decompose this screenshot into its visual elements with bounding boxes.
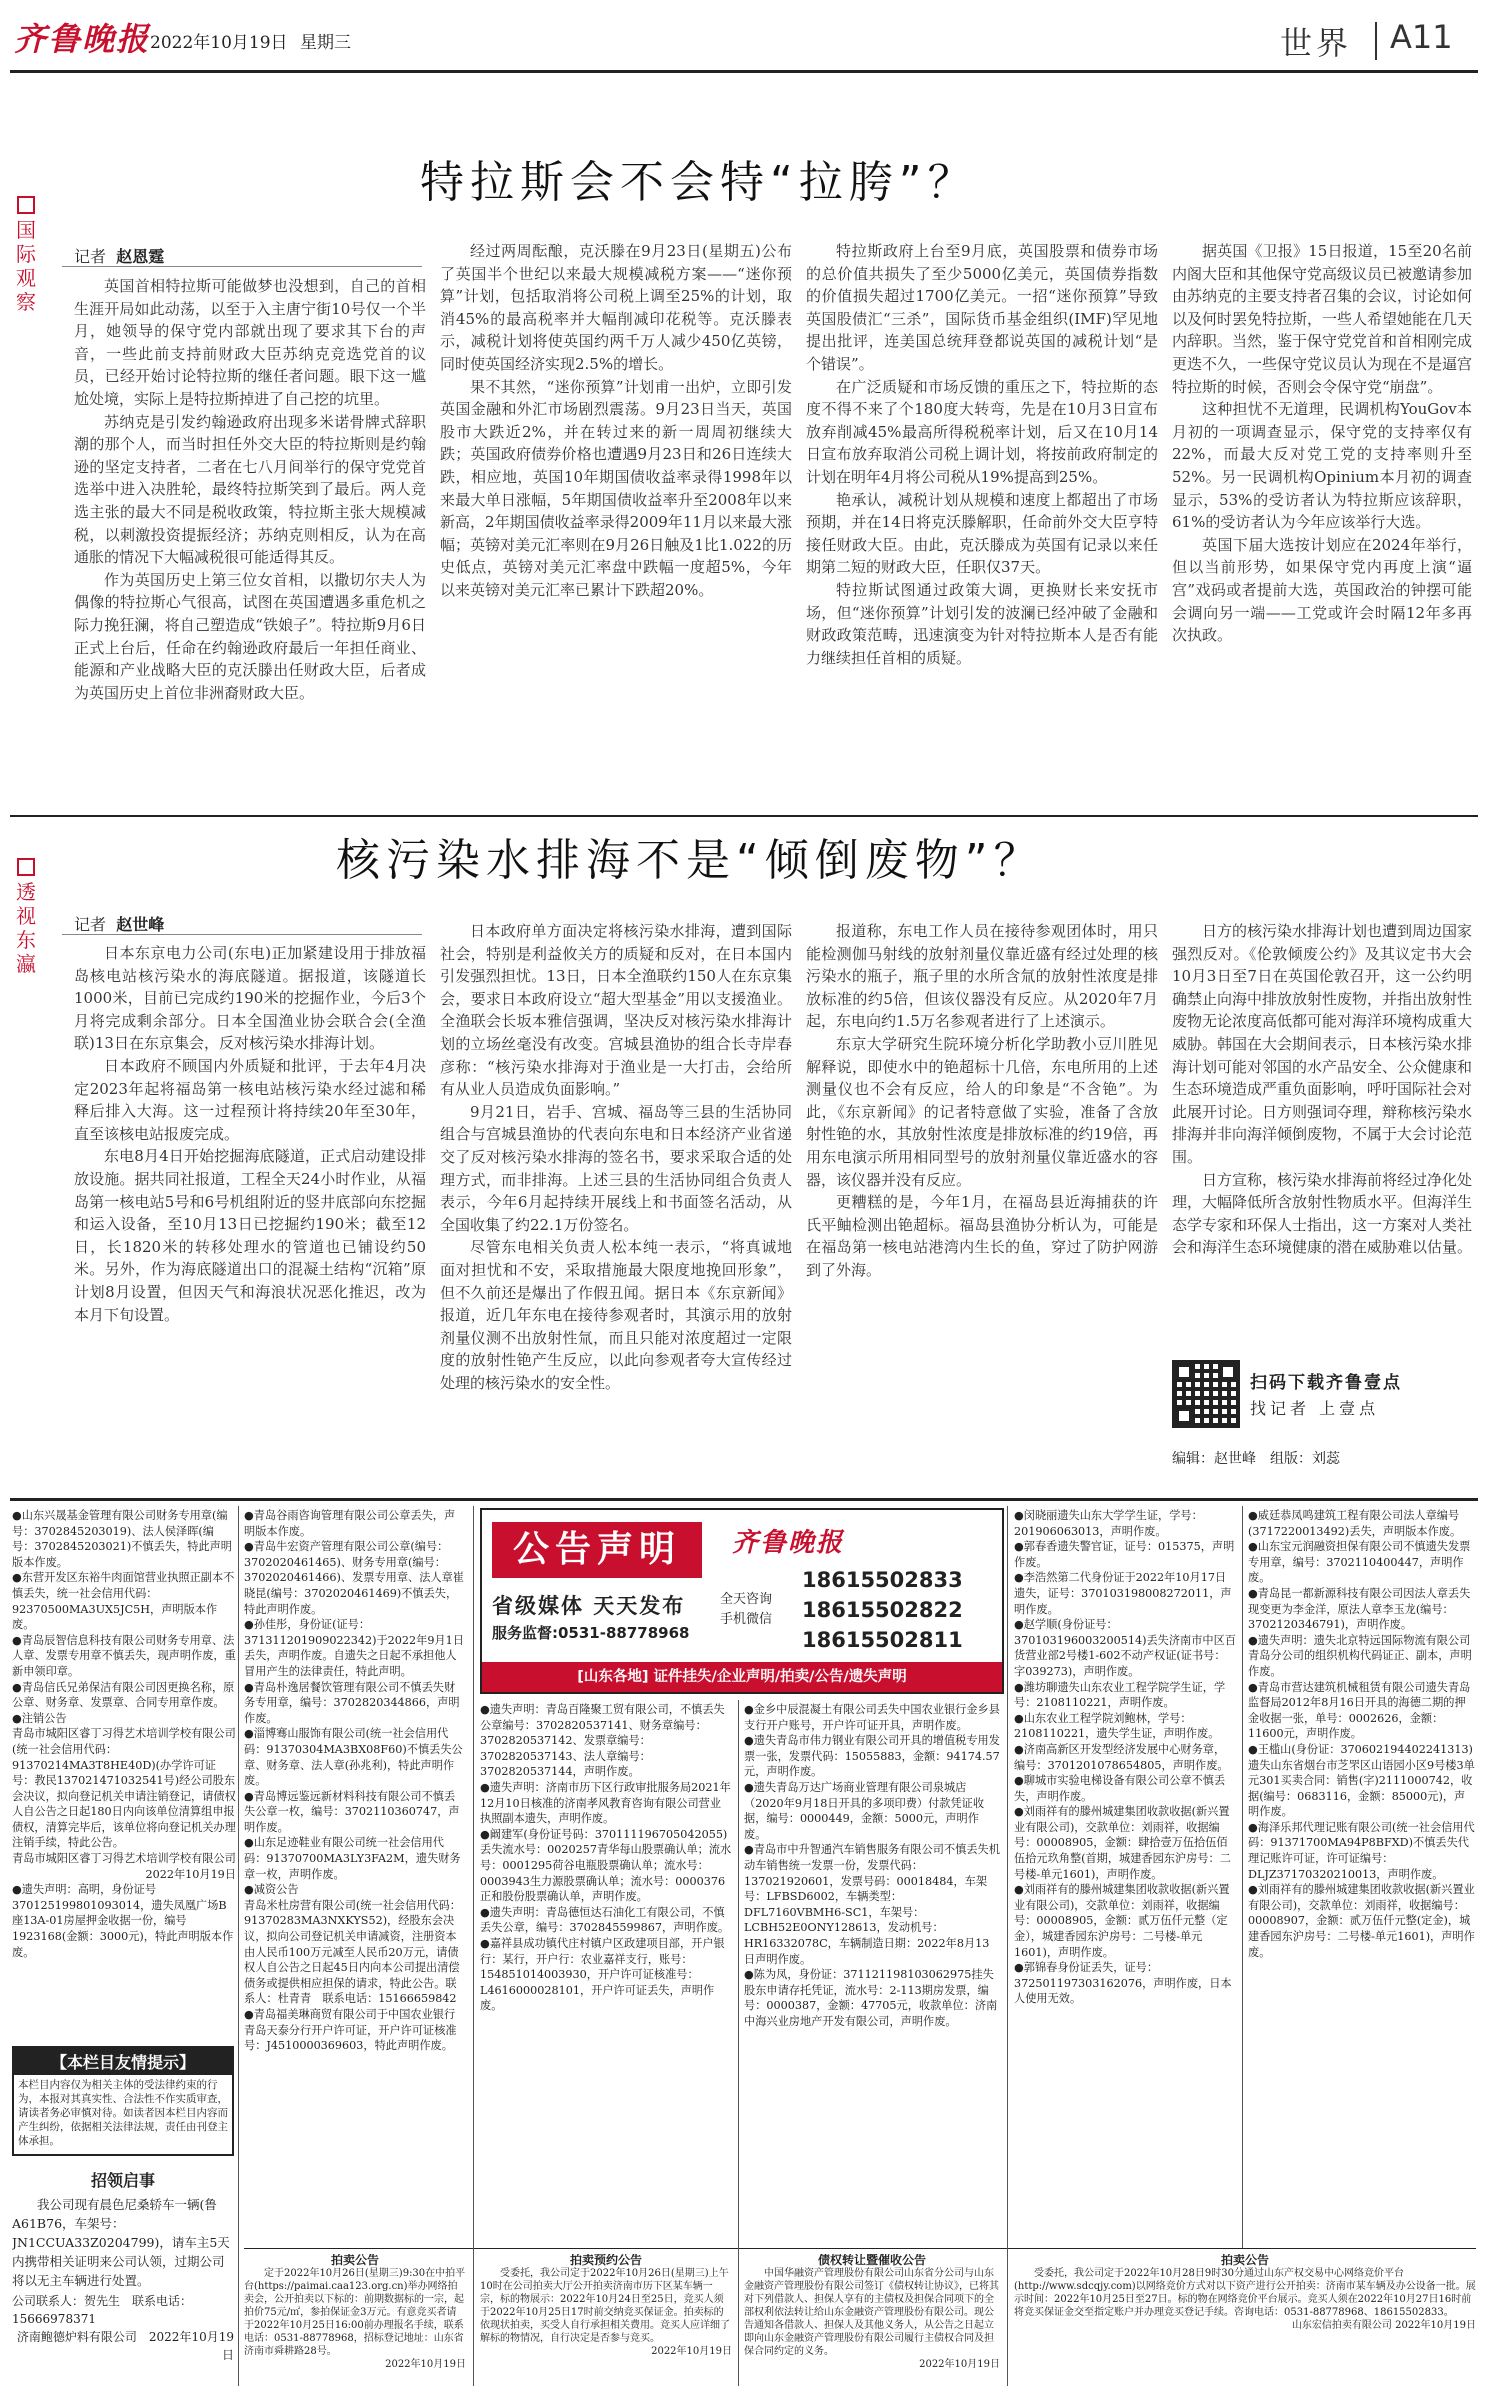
paragraph: 艳承认，减税计划从规模和速度上都超出了市场预期，并在14日将克沃滕解职，任命前外交大臣亨特接任财政大臣。由此，克沃滕成为英国有记录以来任期第二短的财政大臣，任职仅37天。 — [806, 490, 1158, 577]
ad-item: ●济南高新区开发型经济发展中心财务章，编号：3701201078654805，声明作废。 — [1014, 1742, 1229, 1772]
page-number: A11 — [1390, 18, 1453, 56]
bottom-notice — [1014, 2254, 1476, 2386]
article-column — [1172, 920, 1472, 1340]
ad-item: ●陈为凤，身份证：371121198103062975挂失股东申请存托凭证，流水号：2-113期房发票，编号：0000387，金额：47705元，收款单位：济南中海兴业房地产开发有限公司，声明作废。 — [744, 1968, 998, 2028]
byline-prefix: 记者 — [74, 915, 107, 934]
paragraph: 在广泛质疑和市场反馈的重压之下，特拉斯的态度不得不来了个180度大转弯，先是在10月3日宣布放弃削减45%最高所得税税率计划，后又在10月14日宣布放弃取消公司税上调计划，将按前政府制定的计划在明年4月将公司税从19%提高到25%。 — [806, 377, 1158, 486]
paragraph: 据英国《卫报》15日报道，15至20名前内阁大臣和其他保守党高级议员已被邀请参加由苏纳克的主要支持者召集的会议，讨论如何以及何时罢免特拉斯，一些人希望她能在几天内辞职。当然，鉴于保守党党首和首相刚完成更迭不久，一些保守党议员认为现在不是逼宫特拉斯的时候，否则会令保守党“崩盘”。 — [1172, 242, 1472, 396]
paragraph: 特拉斯政府上台至9月底，英国股票和债券市场的总价值共损失了至少5000亿美元，英国债券指数的价值损失超过1700亿美元。一招“迷你预算”导致英国股债汇“三杀”，国际货币基金组织(IMF)罕见地提出批评，连美国总统拜登都说英国的减税计划“是个错误”。 — [806, 242, 1158, 373]
paragraph: 东电8月4日开始挖掘海底隧道，正式启动建设排放设施。据共同社报道，工程全天24小时作业，从福岛第一核电站5号和6号机组附近的竖井底部向东挖掘和运入设备，至10月13日已挖掘约190米；截至12日，长1820米的转移处理水的管道也已铺设约50米。另外，作为海底隧道出口的混凝土结构“沉箱”原计划8月设置，但因天气和海浪状况恶化推迟，改为本月下旬设置。 — [74, 1147, 426, 1324]
ad-item: ●山东宝元润融资担保有限公司不慎遗失发票专用章，编号：3702110400447，声明作废。 — [1248, 1540, 1471, 1585]
column-rule — [1007, 1506, 1008, 2386]
qr-finder — [1175, 1407, 1193, 1425]
ad-item: 青岛米杜房营有限公司(统一社会信用代码：91370283MA3NXKYS52)，经股东会决议，拟向公司登记机关申请减资，注册资本由人民币100万元减至人民币20万元，请债权人自公告之日起45日内向本公司提出清偿债务或提供相应担保的请求，特此公告。联系人：杜青青 联系电话：15166659842 — [244, 1898, 461, 2006]
paragraph: 更糟糕的是，今年1月，在福岛县近海捕获的许氏平鲉检测出铯超标。福岛县渔协分析认为，可能是在福岛第一核电站港湾内生长的鱼，穿过了防护网游到了外海。 — [806, 1193, 1158, 1279]
article-column — [74, 275, 426, 795]
bottom-notice-footer: 山东宏信拍卖有限公司 2022年10月19日 — [1291, 2320, 1476, 2331]
ad-item: ●李浩然第二代身份证于2022年10月17日遗失，证号：370103198008272011，声明作废。 — [1014, 1571, 1232, 1616]
ad-item: ●遗失声明：遗失北京特远国际物流有限公司青岛分公司的组织机构代码证正、副本，声明作废。 — [1248, 1633, 1472, 1678]
ad-item: ●青岛昆一都新源科技有限公司因法人章丢失现变更为李金洋，原法人章李玉龙(编号：3702120346791)，声明作废。 — [1248, 1586, 1471, 1632]
section-divider — [1375, 22, 1377, 60]
paragraph: 东京大学研究生院环境分析化学助教小豆川胜见解释说，即使水中的铯超标十几倍，东电所用的上述测量仪也不会有反应，给人的印象是“不含铯”。为此，《东京新闻》的记者特意做了实验，准备了含放射性铯的水，其放射性浓度是排放标准的约19倍，再用东电演示所用相同型号的放射剂量仪靠近盛水的容器，该仪器并没有反应。 — [806, 1034, 1158, 1189]
ad-item: 2022年10月19日 — [145, 1867, 236, 1881]
ad-item: ●遗失声明：高明，身份证号370125199801093014，遗失凤凰广场B座13A-01房屋押金收据一份，编号1923168(金额：3000元)，特此声明版本作废。 — [12, 1883, 234, 1959]
paragraph: 日本东京电力公司(东电)正加紧建设用于排放福岛核电站核污染水的海底隧道。据报道，该隧道长1000米，目前已完成约190米的挖掘作业，今后3个月将完成剩余部分。日本全国渔业协会联合会(全渔联)13日在东京集会，反对核污染水排海计划。 — [74, 944, 426, 1053]
ad-item: ●金乡中辰混凝土有限公司丢失中国农业银行金乡县支行开户账号，开户许可证开具，声明作废。 — [744, 1703, 1000, 1732]
column-rule — [238, 1506, 239, 2386]
section-name: 世界 — [1280, 24, 1353, 62]
ad-item: ●孙佳彤，身份证(证号：371311201909022342)于2022年9月1日丢失，声明作废。自遗失之日起不承担他人冒用产生的法律责任，特此声明。 — [244, 1618, 464, 1678]
article-column — [74, 942, 426, 1487]
ad-item: ●刘雨祥有的滕州城建集团收款收据(新兴置业有限公司)，交款单位：刘雨祥，收据编号：00008907，金额：贰万伍仟元整(定金)，城建香园东沪房号：二号楼-单元1601)，声明作废。 — [1248, 1883, 1475, 1959]
ad-item: ●王槛山(身份证：370602194402241313)遗失山东省烟台市芝罘区山语园小区9号楼3单元301买卖合同：销售(字)2111000742，收据(编号：0683116，金额：85000元)，声明作废。 — [1248, 1742, 1475, 1819]
column-rule — [738, 1700, 739, 2386]
notice-phone[interactable]: 18615502811 — [802, 1628, 963, 1652]
ad-item: ●遗失青岛市伟力钢业有限公司开具的增值税专用发票一张，发票代码：15055883，金额：94174.57元，声明作废。 — [744, 1734, 1000, 1779]
bottom-notice-text: 定于2022年10月26日(星期三)9:30在中拍平台(https://paimai.caa123.org.cn)举办网络拍卖会，公开拍卖以下标的：前期数据标的一宗，起拍价75元/㎡，参拍保证金3万元。有意竞买者请于2022年10月25日16:00前办理报名手续，联系电话：0531-88778968，招标登记地址：山东省济南市舜耕路28号。 — [244, 2268, 466, 2357]
ad-column — [480, 1702, 732, 2242]
qr-code[interactable] — [1172, 1360, 1240, 1428]
recruit-notice — [12, 2168, 234, 2388]
notice-scope: [山东各地] 证件挂失/企业声明/拍卖/公告/遗失声明 — [482, 1662, 1002, 1692]
paragraph: 经过两周酝酿，克沃滕在9月23日(星期五)公布了英国半个世纪以来最大规模减税方案——“迷你预算”计划，包括取消将公司税上调至25%的计划，取消45%的最高税率并大幅削减印花税等。克沃滕表示，减税计划将使英国约两千万人减少450亿英镑，同时使英国经济实现2.5%的增长。 — [440, 242, 792, 373]
paragraph: 日方的核污染水排海计划也遭到周边国家强烈反对。《伦敦倾废公约》及其议定书大会10月3日至7日在英国伦敦召开，这一公约明确禁止向海中排放放射性废物，并指出放射性废物无论浓度高低都可能对海洋环境构成重大威胁。韩国在大会期间表示，日本核污染水排海计划可能对邻国的水产品安全、公众健康和生态环境造成严重负面影响，呼吁国际社会对此展开讨论。日方则强词夺理，辩称核污染水排海并非向海洋倾倒废物，不属于大会讨论范围。 — [1172, 922, 1472, 1166]
bottom-notice-title: 拍卖公告 — [1220, 2254, 1269, 2267]
notice-tagline: 省级媒体 天天发布 — [492, 1594, 686, 1618]
issue-date: 2022年10月19日 — [150, 33, 288, 53]
article-headline: 核污染水排海不是“倾倒废物”？ — [336, 835, 1044, 886]
friendly-notice-title: 【本栏目友情提示】 — [14, 2048, 232, 2075]
paragraph: 尽管东电相关负责人松本纯一表示，“将真诚地面对担忧和不安，采取措施最大限度地挽回形象”，但不久前还是爆出了作假丑闻。据日本《东京新闻》报道，近几年东电在接待参观者时，其演示用的放射剂量仪测不出放射性氚，而且只能对浓度超过一定限度的放射性铯产生反应，以此向参观者夸大宣传经过处理的核污染水的安全性。 — [440, 1238, 792, 1392]
masthead-rule — [10, 70, 1478, 73]
ad-item: ●遗失声明：济南市历下区行政审批服务局2021年12月10日核准的济南孝风教育咨询有限公司营业执照副本遗失，声明作废。 — [480, 1780, 731, 1826]
friendly-notice-box — [12, 2046, 234, 2156]
ad-column — [1014, 1508, 1236, 2242]
paragraph: 果不其然，“迷你预算”计划甫一出炉，立即引发英国金融和外汇市场剧烈震荡。9月23日当天，英国股市大跌近2%，并在转过来的新一周周初继续大跌；英国政府债券价格也遭遇9月23日和26日连续大跌，相应地，英国10年期国债收益率录得1998年以来最大单日涨幅，5年期国债收益率升至2008年以来新高，2年期国债收益率录得2009年11月以来最大涨幅；英镑对美元汇率则在9月26日触及1比1.022的历史低点，英镑对美元汇率盘中跌幅一度超5%，今年以来英镑对美元汇率已累计下跌超20%。 — [440, 377, 792, 599]
qr-finder — [1175, 1363, 1193, 1381]
article-column — [440, 240, 792, 795]
friendly-notice-text: 本栏目内容仅为相关主体的受法律约束的行为，本报对其真实性、合法性不作实质审查，请读者务必审慎对待。如读者因本栏目内容而产生纠纷，依据相关法律法规，责任由刊登主体承担。 — [18, 2079, 228, 2147]
ad-item: ●青岛辰智信息科技有限公司财务专用章、法人章、发票专用章不慎丢失，现声明作废，重新申领印章。 — [12, 1633, 236, 1678]
ad-item: ●青岛牛宏资产管理有限公司公章(编号：3702020461465)、财务专用章(编号：3702020461466)、发票专用章、法人章崔晓昆(编号：3702020461469)不慎丢失，特此声明作废。 — [244, 1540, 464, 1616]
recruit-title: 招领启事 — [90, 2171, 155, 2190]
byline-rule — [62, 266, 422, 267]
notice-phone[interactable]: 18615502822 — [802, 1598, 963, 1622]
paragraph: 苏纳克是引发约翰逊政府出现多米诺骨牌式辞职潮的那个人，而当时担任外交大臣的特拉斯则是约翰逊的坚定支持者，二者在七八月间举行的保守党党首选举中进入决胜轮，最终特拉斯笑到了最后。两人竞选主张的最大不同是税收政策，特拉斯主张大规模减税，以刺激投资提振经济；苏纳克则相反，认为在高通胀的情况下大幅减税很可能适得其反。 — [74, 412, 426, 567]
ad-item: ●聊城市实验电梯设备有限公司公章不慎丢失，声明作废。 — [1014, 1774, 1226, 1803]
column-rule — [473, 1506, 474, 2386]
section-label-box — [17, 196, 35, 214]
bottom-notice-footer: 2022年10月19日 — [385, 2359, 466, 2370]
ad-item: ●遗失声明：青岛德恒达石油化工有限公司，不慎丢失公章，编号：3702845599867，声明作废。 — [480, 1905, 730, 1935]
ad-item: ●潍坊聊遗失山东农业工程学院学生证，学号：2108110221，声明作废。 — [1014, 1680, 1226, 1710]
ad-item: ●赵学顺(身份证号：370103196003200514)丢失济南市中区百货营业部2号楼1-602不动产权证(证书号：字039273)，声明作废。 — [1014, 1618, 1236, 1678]
paper-logo: 齐鲁晚报 — [14, 20, 151, 58]
ad-item: ●刘雨祥有的滕州城建集团收款收据(新兴置业有限公司)，交款单位：刘雨祥，收据编号：00008905，金额：贰万伍仟元整（定金），城建香园东沪房号：二号楼-单元1601)，声明作废。 — [1014, 1883, 1230, 1959]
paragraph: 这种担忧不无道理，民调机构YouGov本月初的一项调查显示，保守党的支持率仅有22%，而最大反对党工党的支持率则升至52%。另一民调机构Opinium本月初的调查显示，53%的受访者认为特拉斯应该辞职，61%的受访者认为今年应该举行大选。 — [1172, 400, 1472, 532]
bottom-notice — [244, 2254, 466, 2386]
ad-item: ●东营开发区东裕牛肉面馆营业执照正副本不慎丢失，统一社会信用代码：92370500MA3UX5JC5H，声明版本作废。 — [12, 1571, 235, 1632]
bottom-notice — [480, 2254, 732, 2386]
notice-hotline: 服务监督:0531-88778968 — [492, 1624, 690, 1642]
ad-item: ●山东兴晟基金管理有限公司财务专用章(编号：3702845203019)、法人侯泽晖(编号：3702845203021)不慎丢失，特此声明版本作废。 — [12, 1509, 232, 1569]
bottom-notices-rule — [244, 2248, 1476, 2249]
ad-item: ●青岛朴逸居餐饮管理有限公司不慎丢失财务专用章，编号：3702820344866，声明作废。 — [244, 1680, 460, 1725]
ad-item: ●青岛福美琳商贸有限公司于中国农业银行青岛天泰分行开户许可证，开户许可证核准号：J4510000369603，特此声明作废。 — [244, 2008, 457, 2053]
bottom-notice-title: 拍卖预约公告 — [569, 2254, 642, 2267]
article-column — [440, 920, 792, 1487]
section-label-box — [17, 858, 35, 876]
ad-column — [12, 1508, 236, 2038]
article-column — [806, 920, 1158, 1487]
notice-phone-label: 全天咨询 手机微信 — [719, 1592, 772, 1627]
ad-item: ●减资公告 — [244, 1883, 299, 1897]
bottom-notice-text: 受委托，我公司定于2022年10月28日9时30分通过山东产权交易中心网络竞价平台(http://www.sdcqjy.com)以网络竞价方式对以下资产进行公开拍卖：济南市某车辆及办公设备一批。展示时间：2022年10月25日至27日。标的物在网络竞价平台展示。竞买人须在2022年10月27日16时前将竞买保证金交至指定账户并办理竞买登记手续。咨询电话：0531-88778968、18615502833。 — [1014, 2268, 1476, 2318]
paragraph: 9月21日，岩手、宫城、福岛等三县的生活协同组合与宫城县渔协的代表向东电和日本经济产业省递交了反对核污染水排海的签名书，要求采取合适的处理方式，而非排海。上述三县的生活协同组合负责人表示，今年6月起持续开展线上和书面签名活动，从全国收集了约22.1万份签名。 — [440, 1102, 792, 1234]
paragraph: 英国首相特拉斯可能做梦也没想到，自己的首相生涯开局如此动荡，以至于入主唐宁街10号仅一个半月，她领导的保守党内部就出现了要求其下台的声音，一些此前支持前财政大臣苏纳克竞选党首的议员，已经开始讨论特拉斯的继任者问题。眼下这一尴尬处境，实际上是特拉斯掉进了自己挖的坑里。 — [74, 277, 426, 408]
ad-item: ●海泽乐邦代理记账有限公司(统一社会信用代码：91371700MA94P8BFXD)不慎丢失代理记账许可证，许可证编号：DLJZ37170320210013，声明作废。 — [1248, 1820, 1475, 1881]
paragraph: 报道称，东电工作人员在接待参观团体时，用只能检测伽马射线的放射剂量仪靠近盛有经过处理的核污染水的瓶子，瓶子里的水所含氚的放射性浓度是排放标准的约5倍，但该仪器没有反应。从2020年7月起，东电向约1.5万名参观者进行了上述演示。 — [806, 922, 1158, 1031]
article-byline — [74, 912, 164, 935]
article-column — [1172, 240, 1472, 795]
ads-separator — [10, 1498, 1478, 1501]
ad-item: ●嘉祥县成功镇代庄村镇户区政建项目部，开户银行：某行，开户行：农业嘉祥支行，账号：154851014003930，开户许可证核准号：L4616000028101，开户许可证丢失，声明作废。 — [480, 1936, 725, 2013]
notice-brand: 齐鲁晚报 — [732, 1528, 845, 1558]
ad-item: ●淄博骞山服饰有限公司(统一社会信用代码：91370304MA3BX08F60)不慎丢失公章、财务章、法人章(孙兆利)，特此声明作废。 — [244, 1727, 463, 1788]
section-label-japan — [16, 858, 36, 976]
ad-item: ●遗失青岛万达广场商业管理有限公司泉城店（2020年9月18日开具的多项印费）付款凭证收据，编号：0000449，金额：5000元，声明作废。 — [744, 1780, 985, 1841]
qr-caption: 扫码下载齐鲁壹点 — [1250, 1373, 1402, 1393]
ad-item: ●山东农业工程学院刘鲍林，学号：2108110221，遗失学生证，声明作废。 — [1014, 1711, 1220, 1741]
editor-line: 编辑：赵世峰 组版：刘蕊 — [1172, 1451, 1340, 1467]
ad-item: ●青岛市营达建筑机械租赁有限公司遗失青岛监督局2012年8月16日开具的海德二期的押金收据一张，单号：0002626，金额：11600元，声明作废。 — [1248, 1680, 1471, 1741]
ad-item: 青岛市城阳区睿丁习得艺术培训学校有限公司 — [12, 1852, 236, 1866]
bottom-notice-text: 中国华融资产管理股份有限公司山东省分公司与山东金融资产管理股份有限公司签订《债权转让协议》，已将其对下列借款人、担保人享有的主债权及担保合同项下的全部权利依法转让给山东金融资产管理股份有限公司。现公告通知各借款人、担保人及其他义务人，从公告之日起立即向山东金融资产管理股份有限公司履行主债权合同及担保合同约定的义务。 — [744, 2268, 999, 2357]
recruit-company: 济南鲍德炉料有限公司 2022年10月19日 — [16, 2330, 234, 2362]
ad-item: ●青岛市中升智通汽车销售服务有限公司不慎丢失机动车销售统一发票一份，发票代码：137021920601，发票号码：00018484，车架号：LFBSD6002，车辆类型：DFL7160VBMH6-SC1，车架号：LCBH52E0ONY128613，发动机号：HR16332078C，车辆制造日期：2022年8月13日声明作废。 — [744, 1843, 1000, 1966]
paragraph: 英国下届大选按计划应在2024年举行，但以当前形势，如果保守党内再度上演“逼宫”戏码或者提前大选，英国政治的钟摆可能会调向另一端——工党或许会时隔12年多再次执政。 — [1172, 535, 1472, 645]
bottom-notice-title: 拍卖公告 — [330, 2254, 379, 2267]
article-headline: 特拉斯会不会特“拉胯”？ — [420, 157, 978, 208]
byline-rule — [62, 934, 422, 935]
paragraph: 日本政府不顾国内外质疑和批评，于去年4月决定2023年起将福岛第一核电站核污染水经过滤和稀释后排入大海。这一过程预计将持续20年至30年，直至该核电站报废完成。 — [74, 1056, 426, 1143]
issue-weekday: 星期三 — [300, 33, 351, 53]
ad-item: ●威廷恭凤鸣建筑工程有限公司法人章编号(3717220013492)丢失，声明版本作废。 — [1248, 1509, 1462, 1538]
bottom-notice-title: 债权转让暨催收公告 — [817, 2254, 926, 2267]
ad-column — [244, 1508, 466, 2238]
ad-item: 青岛市城阳区睿丁习得艺术培训学校有限公司(统一社会信用代码：91370214MA3T8HE40D)(办学许可证号：教民137021471032541号)经公司股东会决议，拟向登记机关申请注销登记，请债权人自公告之日起180日内向该单位清算组申报债权，清算完毕后，该单位将向登记机关办理注销手续，特此公告。 — [12, 1727, 236, 1850]
ad-item: ●郭春香遗失警官证，证号：015375，声明作废。 — [1014, 1540, 1235, 1569]
recruit-contact: 公司联系人：贺先生 联系电话：15666978371 — [12, 2294, 193, 2326]
ad-item: ●青岛谷雨咨询管理有限公司公章丢失，声明版本作废。 — [244, 1509, 456, 1538]
ad-item: ●青岛博远鉴远新材料科技有限公司不慎丢失公章一枚，编号：3702110360747，声明作废。 — [244, 1789, 460, 1834]
notice-title: 公告声明 — [492, 1522, 702, 1578]
byline-name: 赵世峰 — [116, 915, 165, 934]
recruit-text: 我公司现有晨色尼桑轿车一辆(鲁A61B76，车架号：JN1CCUA33Z0204799)，请车主5天内携带相关证明来公司认领，过期公司将以无主车辆进行处置。 — [12, 2197, 230, 2288]
bottom-notice — [744, 2254, 1000, 2386]
qr-finder — [1219, 1363, 1237, 1381]
byline-name: 赵恩霆 — [116, 247, 165, 266]
ad-item: ●郭锦春身份证丢失，证号：372501197303162076，声明作废，日本人使用无效。 — [1014, 1961, 1232, 2006]
article-byline — [74, 244, 164, 267]
qr-caption: 找记者 上壹点 — [1250, 1399, 1380, 1418]
byline-prefix: 记者 — [74, 247, 107, 266]
ad-item: ●注销公告 — [12, 1711, 67, 1725]
section-label-international — [16, 196, 36, 314]
paragraph: 特拉斯试图通过政策大调，更换财长来安抚市场，但“迷你预算”计划引发的波澜已经冲破了金融和财政政策范畴，迅速演变为针对特拉斯本人是否有能力继续担任首相的质疑。 — [806, 580, 1158, 667]
article-column — [806, 240, 1158, 795]
ad-item: ●山东足迹鞋业有限公司统一社会信用代码：91370700MA3LY3FA2M，遗失财务章一枚，声明作废。 — [244, 1836, 461, 1881]
bottom-notice-footer: 2022年10月19日 — [651, 2346, 732, 2357]
notice-header-box — [480, 1508, 1004, 1694]
article-separator — [10, 815, 1478, 817]
section-label-text: 透视东瀛 — [16, 880, 36, 976]
section-label-text: 国际观察 — [16, 218, 36, 314]
paragraph: 日本政府单方面决定将核污染水排海，遭到国际社会，特别是利益攸关方的质疑和反对，在日本国内引发强烈担忧。13日，日本全渔联约150人在东京集会，要求日本政府设立“超大型基金”用以支援渔业。全渔联会长坂本雅信强调，坚决反对核污染水排海计划的立场丝毫没有改变。宫城县渔协的组合长寺岸春彦称：“核污染水排海对于渔业是一大打击，会给所有从业人员造成负面影响。” — [440, 922, 792, 1099]
bottom-notice-footer: 2022年10月19日 — [919, 2359, 1000, 2370]
ad-item: ●阚建军(身份证号码：370111196705042055)丢失流水号：0020257青华每山股票确认单；流水号：0001295荷谷电瓶股票确认单；流水号：0003943生力源股票确认单；流水号：0000376正和股份股票确认单，声明作废。 — [480, 1827, 732, 1904]
notice-phone[interactable]: 18615502833 — [802, 1568, 963, 1592]
ad-column — [744, 1702, 1000, 2242]
masthead — [0, 0, 1488, 72]
ad-column — [1248, 1508, 1476, 2242]
paragraph: 作为英国历史上第三位女首相，以撒切尔夫人为偶像的特拉斯心气很高，试图在英国遭遇多重危机之际力挽狂澜，将自己塑造成“铁娘子”。特拉斯9月6日正式上台后，任命在约翰逊政府最后一年担任商业、能源和产业战略大臣的克沃滕出任财政大臣，后者成为英国历史上首位非洲裔财政大臣。 — [74, 570, 426, 702]
ad-item: ●刘雨祥有的滕州城建集团收款收据(新兴置业有限公司)，交款单位：刘雨祥，收据编号：00008905，金额：肆拾壹万伍拾伍佰伍拾元玖角整(首期，城建香园东沪房号：二号楼-单元1601)，声明作废。 — [1014, 1805, 1231, 1881]
column-rule — [1242, 1506, 1243, 2248]
ad-item: ●遗失声明：青岛百隆聚工贸有限公司，不慎丢失公章编号：3702820537141、财务章编号：3702820537142、发票章编号：3702820537143、法人章编号：3702820537144，声明作废。 — [480, 1703, 725, 1779]
paragraph: 日方宣称，核污染水排海前将经过净化处理，大幅降低所含放射性物质水平。但海洋生态学专家和环保人士指出，这一方案对人类社会和海洋生态环境健康的潜在威胁难以估量。 — [1172, 1170, 1472, 1257]
ad-item: ●闵晓丽遗失山东大学学生证，学号：201906063013，声明作废。 — [1014, 1509, 1203, 1538]
ad-item: ●青岛信氏兄弟保洁有限公司因更换名称，原公章、财务章、发票章、合同专用章作废。 — [12, 1680, 235, 1710]
bottom-notice-text: 受委托，我公司定于2022年10月26日(星期三)上午10时在公司拍卖大厅公开拍卖济南市历下区某车辆一宗，标的物展示：2022年10月24日至25日，竞买人须于2022年10月25日17时前交纳竞买保证金。拍卖标的依现状拍卖，买受人自行承担相关费用。竞买人应详细了解标的物情况，自行决定是否参与竞买。 — [480, 2268, 730, 2344]
